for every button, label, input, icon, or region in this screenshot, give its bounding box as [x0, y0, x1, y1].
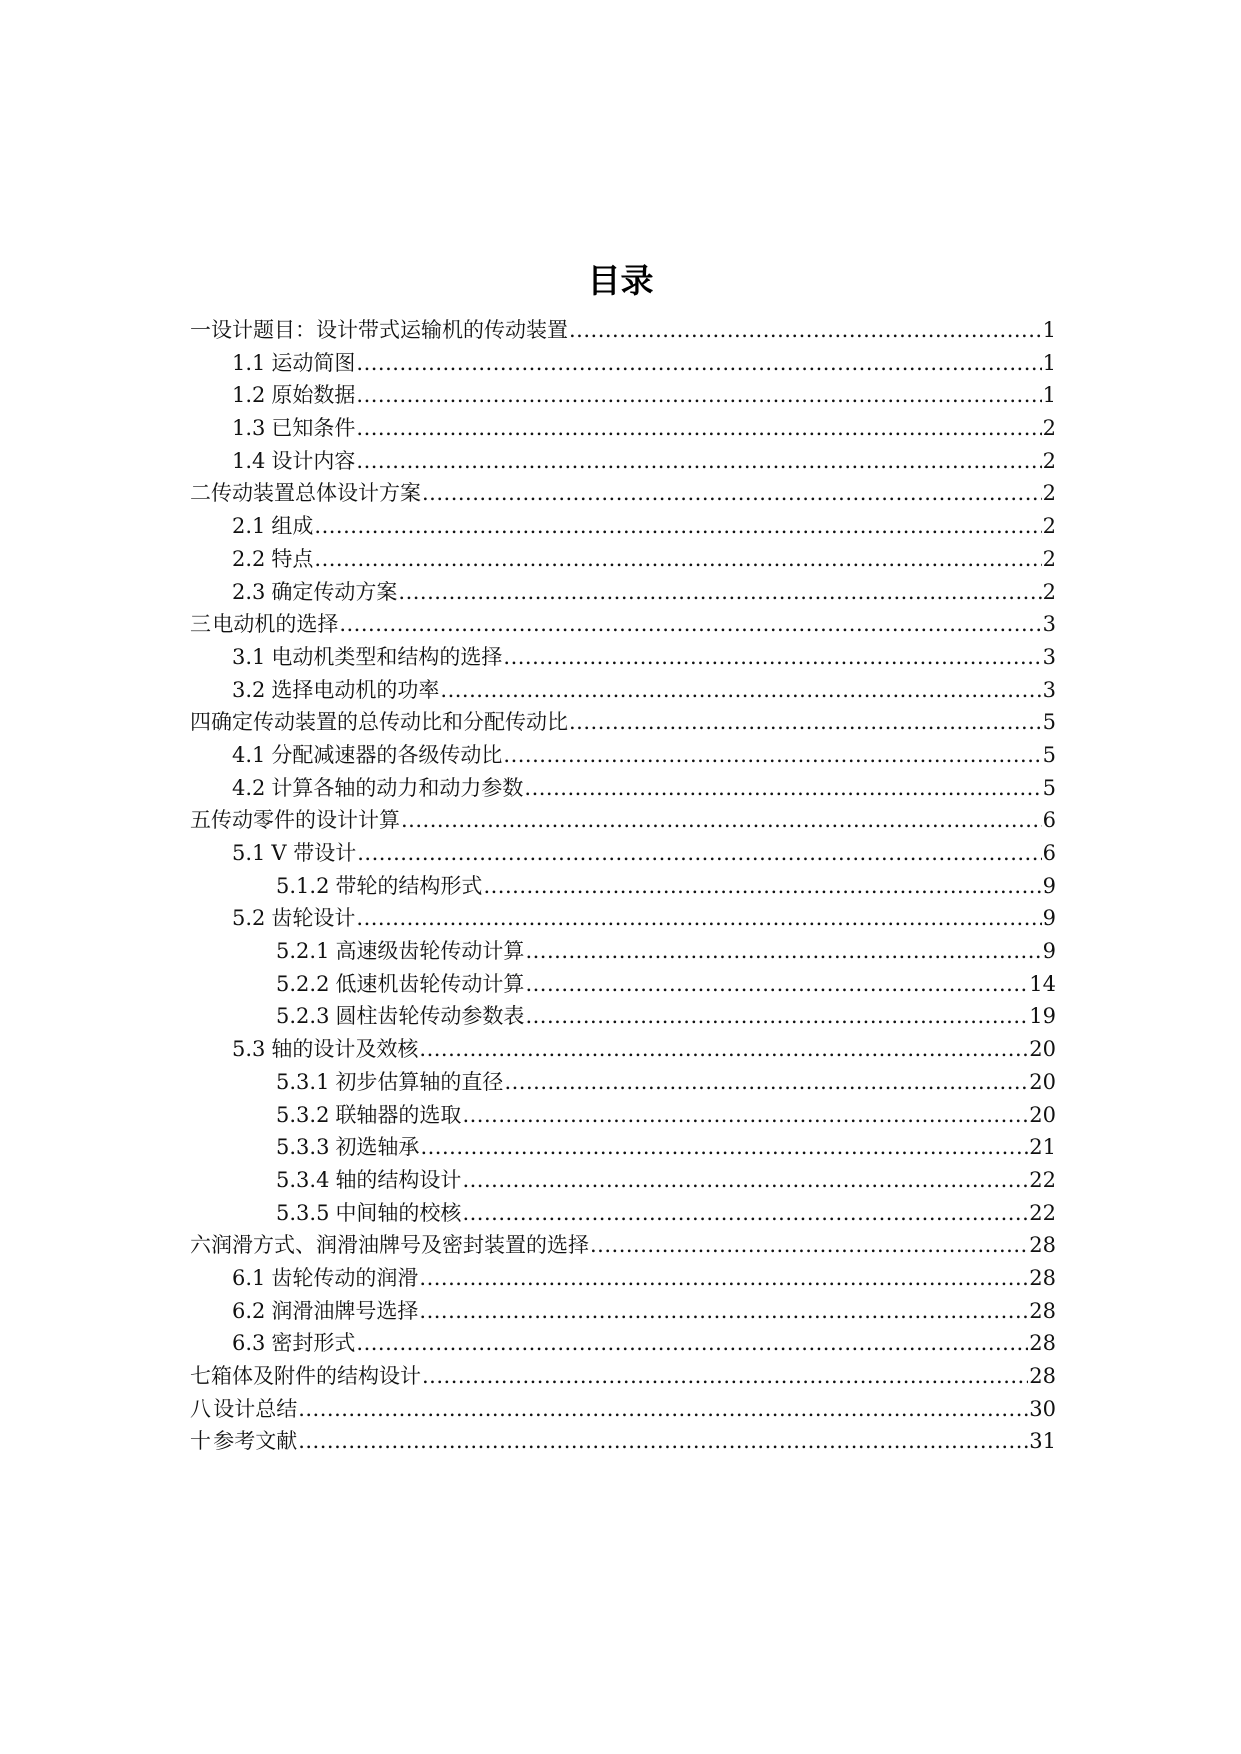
toc-entry-page-number: 28: [1029, 1265, 1056, 1290]
toc-entry[interactable]: [190, 804, 1056, 837]
toc-entry-label: 箱体及附件的结构设计: [211, 1364, 421, 1388]
toc-entry-page-number: 3: [1042, 644, 1056, 669]
toc-entry-number: 七: [190, 1364, 211, 1388]
toc-dot-leader: [298, 1393, 1028, 1426]
toc-entry-label: 初选轴承: [335, 1135, 420, 1160]
toc-entry-page-number: 21: [1029, 1135, 1056, 1160]
toc-entry[interactable]: [190, 510, 1056, 543]
toc-dot-leader: [314, 543, 1041, 576]
toc-dot-leader: [525, 968, 1028, 1001]
toc-dot-leader: [356, 347, 1041, 380]
toc-entry-page-number: 20: [1029, 1102, 1056, 1127]
toc-entry-label: 圆柱齿轮传动参数表: [335, 1004, 525, 1029]
toc-dot-leader: [356, 445, 1041, 478]
toc-entry[interactable]: [190, 1229, 1056, 1262]
toc-entry-label: V 带设计: [271, 841, 357, 865]
toc-entry-label: 计算各轴的动力和动力参数: [271, 775, 524, 800]
toc-entry-number: 六: [190, 1233, 211, 1258]
toc-entry-number: 八: [190, 1396, 211, 1421]
toc-entry[interactable]: [190, 1000, 1056, 1033]
toc-entry-page-number: 30: [1029, 1396, 1056, 1421]
toc-entry-label: 密封形式: [271, 1331, 356, 1356]
toc-entry-page-number: 2: [1042, 481, 1056, 506]
toc-entry-label: 轴的结构设计: [335, 1167, 462, 1192]
toc-entry[interactable]: [190, 706, 1056, 739]
toc-entry-number: 十: [190, 1429, 211, 1454]
toc-dot-leader: [422, 477, 1042, 510]
toc-entry-label: 带轮的结构形式: [335, 873, 483, 898]
toc-entry-number: 三: [190, 612, 211, 637]
toc-entry-number: 五: [190, 808, 211, 833]
toc-entry[interactable]: [190, 935, 1056, 968]
toc-entry-label: 设计题目：设计带式运输机的传动装置: [211, 318, 568, 342]
toc-entry-page-number: 3: [1042, 612, 1056, 637]
toc-entry[interactable]: [190, 1164, 1056, 1197]
toc-entry-page-number: 3: [1042, 677, 1056, 702]
toc-entry-number: 5.3.3: [276, 1135, 330, 1160]
toc-entry[interactable]: [190, 379, 1056, 412]
toc-entry-number: 二: [190, 481, 211, 506]
toc-dot-leader: [503, 641, 1041, 674]
toc-entry-label: 传动装置总体设计方案: [211, 481, 421, 506]
toc-entry-page-number: 22: [1029, 1200, 1056, 1225]
toc-entry-number: 5.2.3: [276, 1004, 330, 1029]
toc-entry-label: 中间轴的校核: [335, 1200, 462, 1225]
toc-dot-leader: [419, 1033, 1028, 1066]
toc-entry-page-number: 5: [1042, 710, 1056, 735]
toc-entry-page-number: 28: [1029, 1298, 1056, 1323]
toc-dot-leader: [462, 1099, 1028, 1132]
toc-entry-number: 5.3.5: [276, 1200, 330, 1225]
toc-entry-label: 设计总结: [213, 1396, 298, 1421]
toc-entry-label: 确定传动装置的总传动比和分配传动比: [211, 710, 568, 735]
toc-entry-number: 5.3.4: [276, 1167, 330, 1192]
toc-entry[interactable]: [190, 1197, 1056, 1230]
toc-entry-number: 6.3: [232, 1331, 266, 1356]
toc-entry-page-number: 9: [1042, 906, 1056, 931]
toc-entry-page-number: 2: [1042, 579, 1056, 604]
toc-entry-page-number: 9: [1042, 939, 1056, 964]
toc-entry-number: 5.3: [232, 1037, 266, 1062]
toc-entry[interactable]: [190, 1033, 1056, 1066]
toc-dot-leader: [422, 1360, 1028, 1393]
toc-dot-leader: [356, 902, 1041, 935]
toc-entry[interactable]: [190, 902, 1056, 935]
toc-entry-label: 润滑方式、润滑油牌号及密封装置的选择: [211, 1233, 589, 1258]
toc-entry-label: 参考文献: [213, 1429, 298, 1454]
toc-entry-page-number: 20: [1029, 1037, 1056, 1062]
toc-entry[interactable]: [190, 1360, 1056, 1393]
toc-dot-leader: [398, 576, 1041, 609]
toc-entry-label: 运动简图: [271, 350, 356, 375]
toc-entry[interactable]: [190, 347, 1056, 380]
toc-dot-leader: [569, 314, 1042, 347]
toc-entry-label: 低速机齿轮传动计算: [335, 971, 525, 996]
toc-entry-page-number: 2: [1042, 546, 1056, 571]
toc-entry-number: 5.1: [232, 841, 266, 865]
toc-entry-page-number: 5: [1042, 775, 1056, 800]
toc-entry-page-number: 6: [1042, 841, 1056, 865]
page-title: 目录: [587, 261, 654, 300]
toc-entry-label: 组成: [271, 514, 314, 539]
toc-entry-label: 联轴器的选取: [335, 1102, 462, 1127]
toc-dot-leader: [356, 1327, 1028, 1360]
toc-entry-number: 5.1.2: [276, 873, 330, 898]
toc-entry-number: 5.3.1: [276, 1069, 330, 1094]
toc-entry-page-number: 1: [1042, 383, 1056, 408]
toc-entry-label: 电动机的选择: [212, 612, 339, 637]
toc-dot-leader: [419, 1262, 1028, 1295]
toc-entry[interactable]: [190, 314, 1056, 347]
toc-dot-leader: [298, 1425, 1028, 1458]
table-of-contents: [190, 314, 1056, 1458]
toc-entry[interactable]: [190, 1262, 1056, 1295]
toc-dot-leader: [356, 412, 1041, 445]
toc-dot-leader: [356, 379, 1041, 412]
toc-entry-number: 2.2: [232, 546, 266, 571]
toc-entry-page-number: 2: [1042, 448, 1056, 473]
toc-entry-page-number: 22: [1029, 1167, 1056, 1192]
toc-entry-page-number: 31: [1029, 1429, 1056, 1454]
toc-entry-number: 1.4: [232, 448, 266, 473]
toc-entry[interactable]: [190, 1066, 1056, 1099]
toc-entry[interactable]: [190, 641, 1056, 674]
toc-dot-leader: [503, 739, 1041, 772]
toc-entry-number: 1.1: [232, 350, 266, 375]
toc-dot-leader: [462, 1197, 1028, 1230]
toc-entry-page-number: 20: [1029, 1069, 1056, 1094]
toc-dot-leader: [357, 837, 1041, 870]
toc-dot-leader: [401, 804, 1042, 837]
toc-entry-number: 5.3.2: [276, 1102, 330, 1127]
toc-dot-leader: [419, 1295, 1028, 1328]
toc-dot-leader: [569, 706, 1042, 739]
toc-entry-number: 5.2.1: [276, 939, 330, 964]
toc-entry-label: 设计内容: [271, 448, 356, 473]
toc-entry-page-number: 28: [1029, 1364, 1056, 1388]
toc-dot-leader: [420, 1131, 1028, 1164]
toc-entry[interactable]: [190, 1327, 1056, 1360]
toc-entry-label: 分配减速器的各级传动比: [271, 742, 503, 767]
toc-entry-page-number: 2: [1042, 514, 1056, 539]
toc-entry-label: 齿轮设计: [271, 906, 356, 931]
toc-entry-label: 轴的设计及效核: [271, 1037, 419, 1062]
toc-entry-label: 选择电动机的功率: [271, 677, 440, 702]
toc-dot-leader: [504, 1066, 1028, 1099]
toc-entry-number: 1.2: [232, 383, 266, 408]
toc-entry-number: 6.2: [232, 1298, 266, 1323]
toc-dot-leader: [440, 674, 1041, 707]
toc-entry-label: 润滑油牌号选择: [271, 1298, 419, 1323]
toc-entry-label: 确定传动方案: [271, 579, 398, 604]
toc-entry-number: 6.1: [232, 1265, 266, 1290]
toc-dot-leader: [525, 935, 1041, 968]
toc-entry[interactable]: [190, 837, 1056, 870]
toc-dot-leader: [314, 510, 1041, 543]
toc-dot-leader: [462, 1164, 1028, 1197]
toc-entry-page-number: 2: [1042, 416, 1056, 441]
toc-entry-page-number: 28: [1029, 1233, 1056, 1258]
toc-dot-leader: [590, 1229, 1028, 1262]
toc-entry[interactable]: [190, 608, 1056, 641]
toc-entry-page-number: 9: [1042, 873, 1056, 898]
toc-entry[interactable]: [190, 674, 1056, 707]
toc-entry[interactable]: [190, 739, 1056, 772]
toc-entry-page-number: 1: [1042, 318, 1056, 342]
toc-entry-page-number: 1: [1042, 350, 1056, 375]
toc-entry-label: 传动零件的设计计算: [211, 808, 400, 833]
toc-entry[interactable]: [190, 445, 1056, 478]
toc-entry-number: 2.3: [232, 579, 266, 604]
toc-entry-label: 已知条件: [271, 416, 356, 441]
toc-entry-number: 1.3: [232, 416, 266, 441]
toc-entry-page-number: 19: [1029, 1004, 1056, 1029]
toc-entry-number: 四: [190, 710, 211, 735]
toc-entry-page-number: 6: [1042, 808, 1056, 833]
toc-entry-label: 初步估算轴的直径: [335, 1069, 504, 1094]
toc-entry[interactable]: [190, 1099, 1056, 1132]
toc-entry[interactable]: [190, 543, 1056, 576]
toc-entry-number: 4.1: [232, 742, 266, 767]
toc-entry[interactable]: [190, 477, 1056, 510]
toc-entry[interactable]: [190, 576, 1056, 609]
toc-dot-leader: [525, 1000, 1028, 1033]
toc-entry-label: 齿轮传动的润滑: [271, 1265, 419, 1290]
toc-entry-page-number: 5: [1042, 742, 1056, 767]
toc-entry-number: 3.1: [232, 644, 266, 669]
toc-entry[interactable]: [190, 1425, 1056, 1458]
toc-entry[interactable]: [190, 772, 1056, 805]
toc-entry-number: 5.2.2: [276, 971, 330, 996]
toc-entry-number: 一: [190, 318, 211, 342]
toc-entry-page-number: 14: [1029, 971, 1056, 996]
toc-entry[interactable]: [190, 870, 1056, 903]
toc-entry[interactable]: [190, 968, 1056, 1001]
toc-entry-number: 2.1: [232, 514, 266, 539]
toc-dot-leader: [524, 772, 1041, 805]
toc-entry-label: 特点: [271, 546, 314, 571]
toc-entry[interactable]: [190, 1393, 1056, 1426]
toc-dot-leader: [483, 870, 1041, 903]
toc-entry-number: 3.2: [232, 677, 266, 702]
toc-entry-label: 高速级齿轮传动计算: [335, 939, 525, 964]
toc-dot-leader: [339, 608, 1041, 641]
toc-entry[interactable]: [190, 412, 1056, 445]
toc-entry[interactable]: [190, 1131, 1056, 1164]
toc-entry-number: 4.2: [232, 775, 266, 800]
toc-entry-label: 原始数据: [271, 383, 356, 408]
toc-entry[interactable]: [190, 1295, 1056, 1328]
toc-entry-number: 5.2: [232, 906, 266, 931]
toc-entry-label: 电动机类型和结构的选择: [271, 644, 503, 669]
toc-entry-page-number: 28: [1029, 1331, 1056, 1356]
